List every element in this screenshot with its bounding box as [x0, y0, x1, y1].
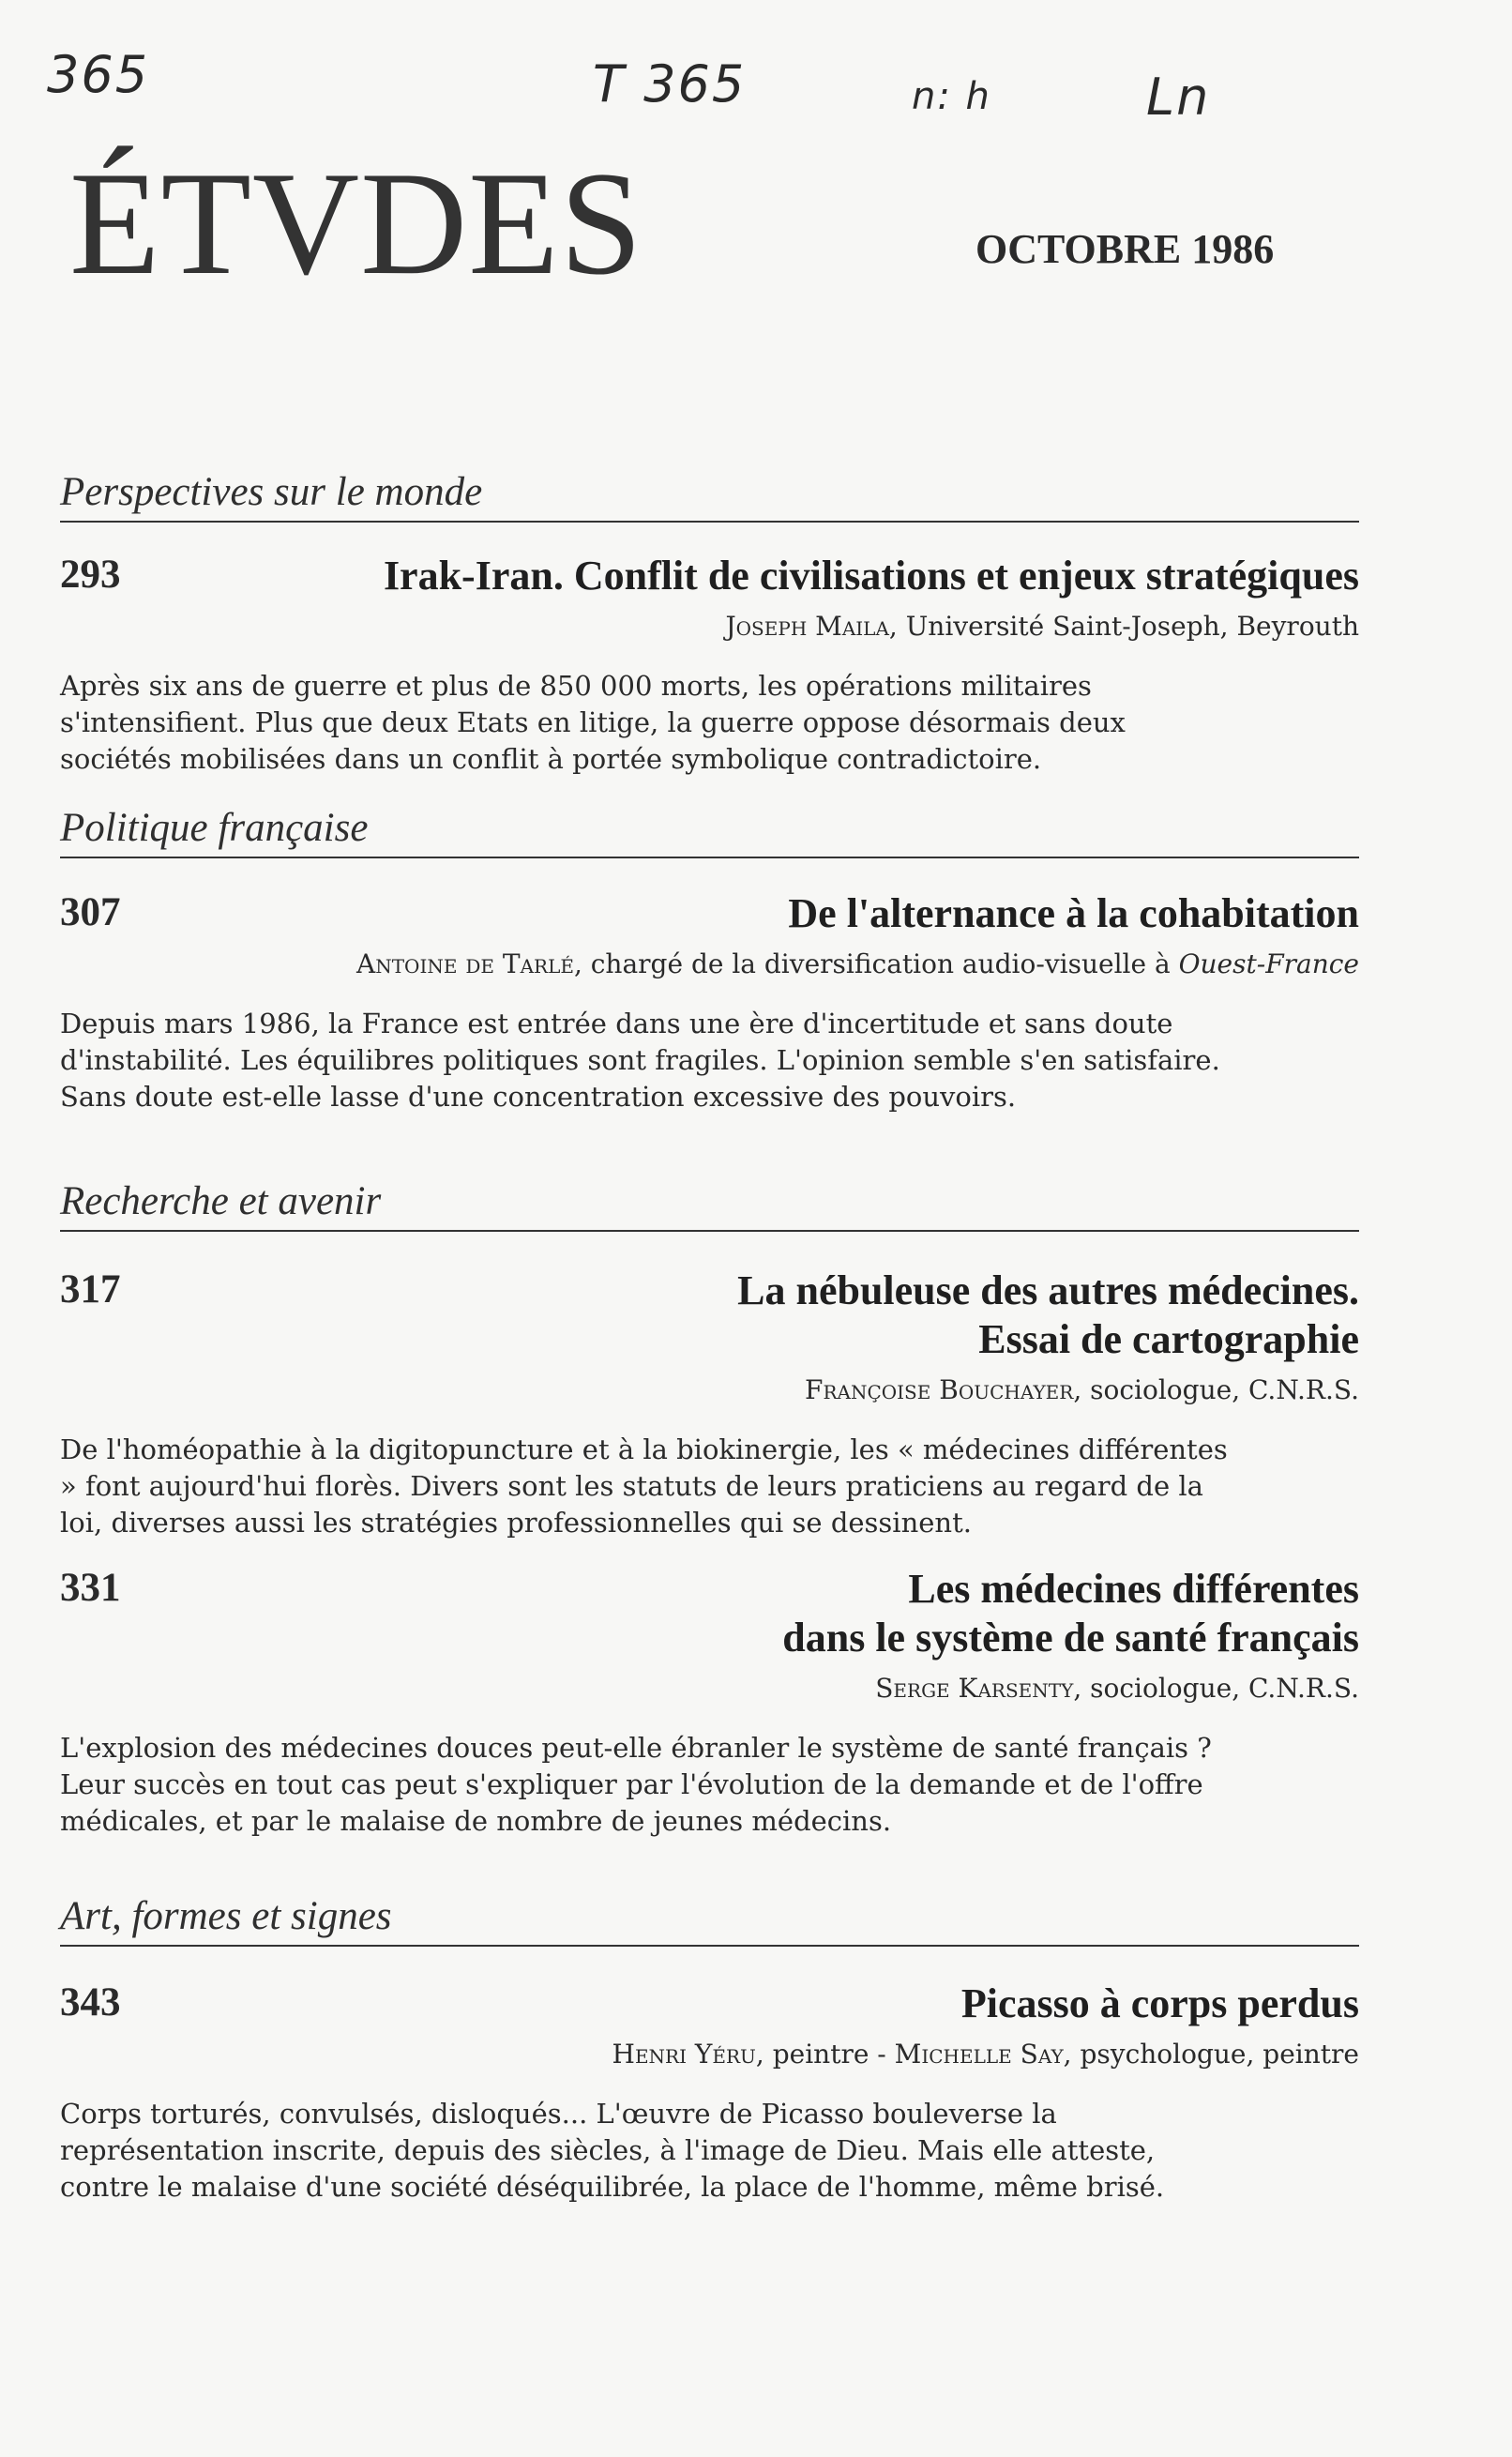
author-affiliation: , Université Saint-Joseph, Beyrouth: [888, 611, 1359, 642]
article-title: Irak-Iran. Conflit de civilisations et enjeux stratégiques: [383, 553, 1359, 599]
article-summary: L'explosion des médecines douces peut-elle ébranler le système de santé français ? Leur succès en tout cas peut s'expliquer par l'évolution de la demande et de l'offre médicales, et par le malaise de nombre de jeunes médecins.: [60, 1732, 1212, 1837]
section-heading-politique: Politique française: [60, 805, 1359, 858]
author-outlet: Ouest-France: [1178, 948, 1359, 979]
article-title: [60, 1266, 1359, 1364]
article-summary: Corps torturés, convulsés, disloqués... L'œuvre de Picasso bouleverse la représentation inscrite, depuis des siècles, à l'image de Dieu. Mais elle atteste, contre le malaise d'une société déséquilibrée, la place de l'homme, même brisé.: [60, 2098, 1165, 2203]
article-page-number: 307: [60, 890, 121, 934]
section-heading-art: Art, formes et signes: [60, 1893, 1359, 1947]
article-title: De l'alternance à la cohabitation: [788, 890, 1359, 936]
author-name: Antoine de Tarlé: [356, 948, 574, 979]
handwritten-note-mid: n: h: [912, 75, 991, 118]
article-293: [60, 552, 1359, 778]
handwritten-note-right: Ln: [1146, 68, 1211, 127]
article-title: Picasso à corps perdus: [960, 1980, 1359, 2026]
author-name: Serge Karsenty: [875, 1673, 1074, 1704]
section-heading-perspectives: Perspectives sur le monde: [60, 469, 1359, 523]
article-author: [60, 2036, 1359, 2073]
second-author-affiliation: , psychologue, peintre: [1063, 2039, 1359, 2070]
article-author: [60, 1670, 1359, 1707]
author-affiliation: , sociologue, C.N.R.S.: [1073, 1673, 1359, 1704]
article-page-number: 293: [60, 553, 121, 597]
article-author: [60, 946, 1359, 983]
article-summary: Depuis mars 1986, la France est entrée dans une ère d'incertitude et sans doute d'instabilité. Les équilibres politiques sont fragiles. L'opinion semble s'en satisfaire. Sans doute est-elle lasse d'une concentration excessive des pouvoirs.: [60, 1008, 1220, 1113]
article-343: [60, 1979, 1359, 2206]
author-name: Joseph Maila: [725, 611, 889, 642]
author-affiliation: , sociologue, C.N.R.S.: [1073, 1374, 1359, 1405]
section-heading-recherche: Recherche et avenir: [60, 1178, 1359, 1232]
article-title: [60, 1565, 1359, 1662]
article-page-number: 317: [60, 1267, 121, 1312]
article-title-line-1: La nébuleuse des autres médecines.: [737, 1267, 1359, 1313]
article-page-number: 343: [60, 1980, 121, 2025]
article-summary: Après six ans de guerre et plus de 850 000 morts, les opérations militaires s'intensifient. Plus que deux Etats en litige, la guerre oppose désormais deux sociétés mobilisées dans un conflit à portée symbolique contradictoire.: [60, 670, 1126, 775]
journal-masthead: ÉTVDES: [69, 142, 643, 306]
article-author: [60, 608, 1359, 645]
article-331: [60, 1565, 1359, 1840]
handwritten-note-left: 365: [47, 45, 150, 104]
issue-date: OCTOBRE 1986: [975, 226, 1275, 272]
article-page-number: 331: [60, 1566, 121, 1610]
author-affiliation: , chargé de la diversification audio-visuelle à: [573, 948, 1179, 979]
article-summary: De l'homéopathie à la digitopuncture et à la biokinergie, les « médecines différentes » font aujourd'hui florès. Divers sont les statuts de leurs praticiens au regard de la loi, diverses aussi les stratégies professionnelles qui se dessinent.: [60, 1433, 1228, 1539]
handwritten-note-center: T 365: [593, 54, 747, 114]
article-title-line-2: Essai de cartographie: [978, 1316, 1359, 1362]
article-317: [60, 1266, 1359, 1541]
article-title-line-2: dans le système de santé français: [782, 1615, 1359, 1661]
author-affiliation: , peintre -: [755, 2039, 895, 2070]
author-name: Françoise Bouchayer: [805, 1374, 1074, 1405]
article-307: [60, 889, 1359, 1115]
second-author-name: Michelle Say: [894, 2039, 1064, 2070]
article-title-line-1: Les médecines différentes: [908, 1566, 1359, 1612]
author-name: Henri Yéru: [612, 2039, 756, 2070]
article-author: [60, 1372, 1359, 1409]
